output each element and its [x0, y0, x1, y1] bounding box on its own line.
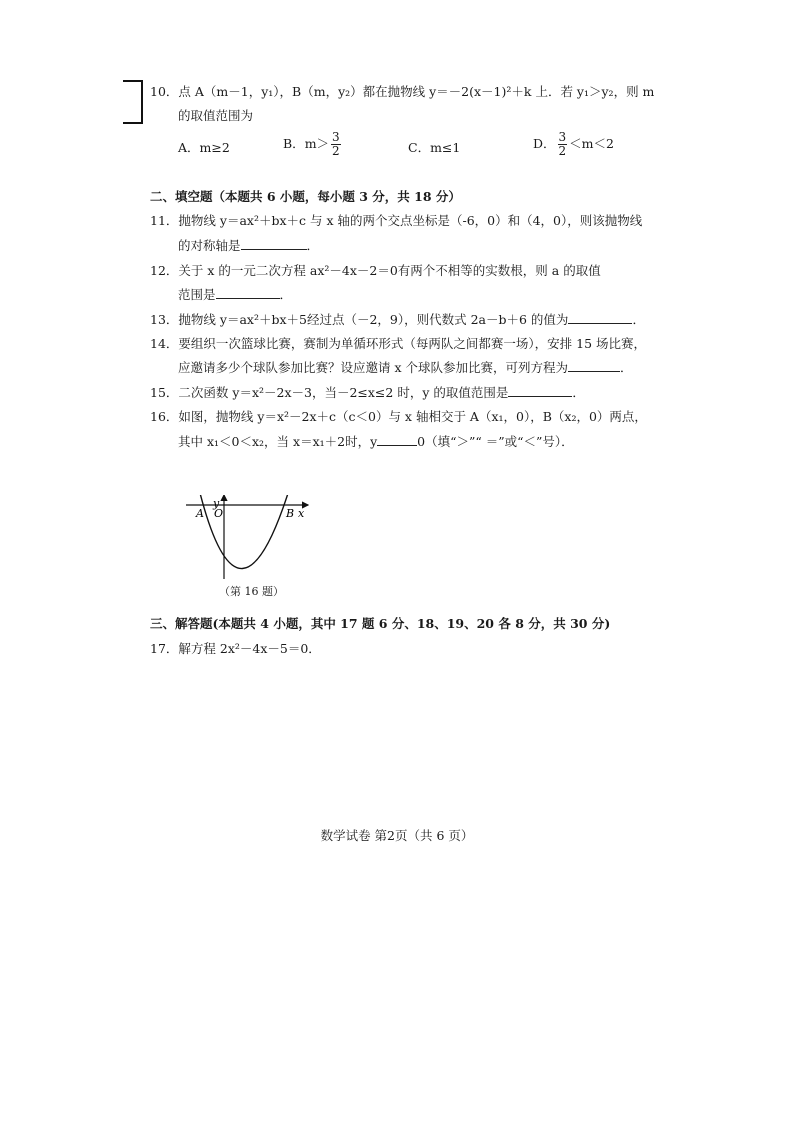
fraction-numerator: 3	[332, 130, 340, 144]
q10-option-d	[533, 131, 614, 158]
option-b-label: B．	[283, 136, 305, 151]
option-d-label: D．	[533, 136, 556, 151]
q10-option-c	[408, 138, 460, 156]
q13-answer-blank[interactable]	[568, 311, 632, 324]
fraction-denominator: 2	[558, 144, 567, 158]
option-c-text: m≤1	[430, 140, 461, 155]
q15-number: 15．	[150, 385, 179, 400]
y-axis-label: y	[213, 497, 220, 510]
q12-line2	[178, 285, 292, 303]
q11-text-line1: 抛物线 y＝ax²＋bx＋c 与 x 轴的两个交点坐标是（-6，0）和（4，0），则该抛物线	[178, 213, 643, 228]
q12-period: ．	[279, 287, 293, 302]
x-axis-label: x	[298, 507, 305, 520]
q16-text-line2: 其中 x₁＜0＜x₂，当 x＝x₁＋2时，y	[178, 434, 378, 449]
q13-number: 13．	[150, 312, 179, 327]
q12-text-line2: 范围是	[178, 287, 216, 302]
q16-line2	[178, 432, 574, 450]
q11-answer-blank[interactable]	[241, 237, 307, 250]
q12-answer-blank[interactable]	[216, 286, 280, 299]
q11-line1	[150, 211, 642, 229]
q10-line1	[150, 82, 654, 100]
score-box-mark	[123, 80, 143, 124]
fraction-numerator: 3	[558, 130, 567, 144]
q15-answer-blank[interactable]	[508, 384, 572, 397]
q14-line1	[150, 334, 646, 352]
q15-text: 二次函数 y＝x²－2x－3，当－2≤x≤2 时，y 的取值范围是	[178, 385, 509, 400]
q16-parabola-figure	[186, 495, 316, 580]
q10-number: 10．	[150, 84, 179, 99]
q15-line1	[150, 383, 585, 401]
q17-number: 17．	[150, 641, 179, 656]
q12-line1	[150, 261, 601, 279]
q16-text-line1: 如图，抛物线 y＝x²－2x＋c（c＜0）与 x 轴相交于 A（x₁，0），B（x₂，0）两点，	[178, 409, 647, 424]
q13-line1	[150, 310, 645, 328]
figure-caption: （第 16 题）	[219, 585, 284, 598]
q10-option-a	[178, 138, 230, 156]
q11-text-line2: 的对称轴是	[178, 238, 241, 253]
q12-number: 12．	[150, 263, 179, 278]
q14-period: ．	[620, 360, 633, 375]
q10-option-b	[283, 131, 343, 158]
q11-number: 11．	[150, 213, 179, 228]
q10-text-line1: 点 A（m－1，y₁），B（m，y₂）都在抛物线 y＝－2(x－1)²＋k 上．若 y₁＞y₂，则 m	[178, 84, 655, 99]
fraction-denominator: 2	[332, 144, 340, 158]
point-a-label: A	[196, 507, 204, 520]
option-b-text: m＞	[304, 136, 330, 151]
q14-line2	[178, 358, 633, 376]
q10-text-line2: 的取值范围为	[178, 108, 254, 123]
q16-text-line2-end: 0（填“＞”“ ＝”或“＜”号）．	[417, 434, 574, 449]
q13-text: 抛物线 y＝ax²＋bx＋5经过点（－2，9），则代数式 2a－b＋6 的值为	[178, 312, 569, 327]
option-a-text: m≥2	[199, 140, 230, 155]
option-d-fraction	[558, 131, 568, 158]
option-d-text: ＜m＜2	[569, 136, 614, 151]
q16-line1	[150, 407, 647, 425]
q14-number: 14．	[150, 336, 179, 351]
q14-text-line1: 要组织一次篮球比赛，赛制为单循环形式（每两队之间都赛一场），安排 15 场比赛，	[178, 336, 647, 351]
q14-text-line2: 应邀请多少个球队参加比赛？设应邀请 x 个球队参加比赛，可列方程为	[178, 360, 568, 375]
q17-text: 解方程 2x²－4x－5＝0．	[178, 641, 321, 656]
q16-answer-blank[interactable]	[377, 433, 417, 446]
q16-number: 16．	[150, 409, 179, 424]
q15-period: ．	[572, 385, 585, 400]
option-c-label: C．	[408, 140, 431, 155]
point-b-label: B	[286, 507, 295, 520]
page-footer: 数学试卷 第2页（共 6 页）	[320, 828, 474, 843]
origin-label: O	[214, 507, 224, 520]
section-2-title: 二、填空题（本题共 6 小题，每小题 3 分，共 18 分）	[150, 189, 461, 204]
section-3-title: 三、解答题(本题共 4 小题，其中 17 题 6 分、18、19、20 各 8 分，共 30 分)	[150, 616, 611, 631]
q12-text-line1: 关于 x 的一元二次方程 ax²－4x－2＝0有两个不相等的实数根，则 a 的取值	[178, 263, 601, 278]
option-a-label: A．	[178, 140, 200, 155]
q14-answer-blank[interactable]	[568, 359, 620, 372]
option-b-fraction	[331, 131, 341, 158]
q17-line	[150, 639, 321, 657]
q11-line2	[178, 236, 319, 254]
q13-period: ．	[632, 312, 645, 327]
q11-period: ．	[306, 238, 320, 253]
